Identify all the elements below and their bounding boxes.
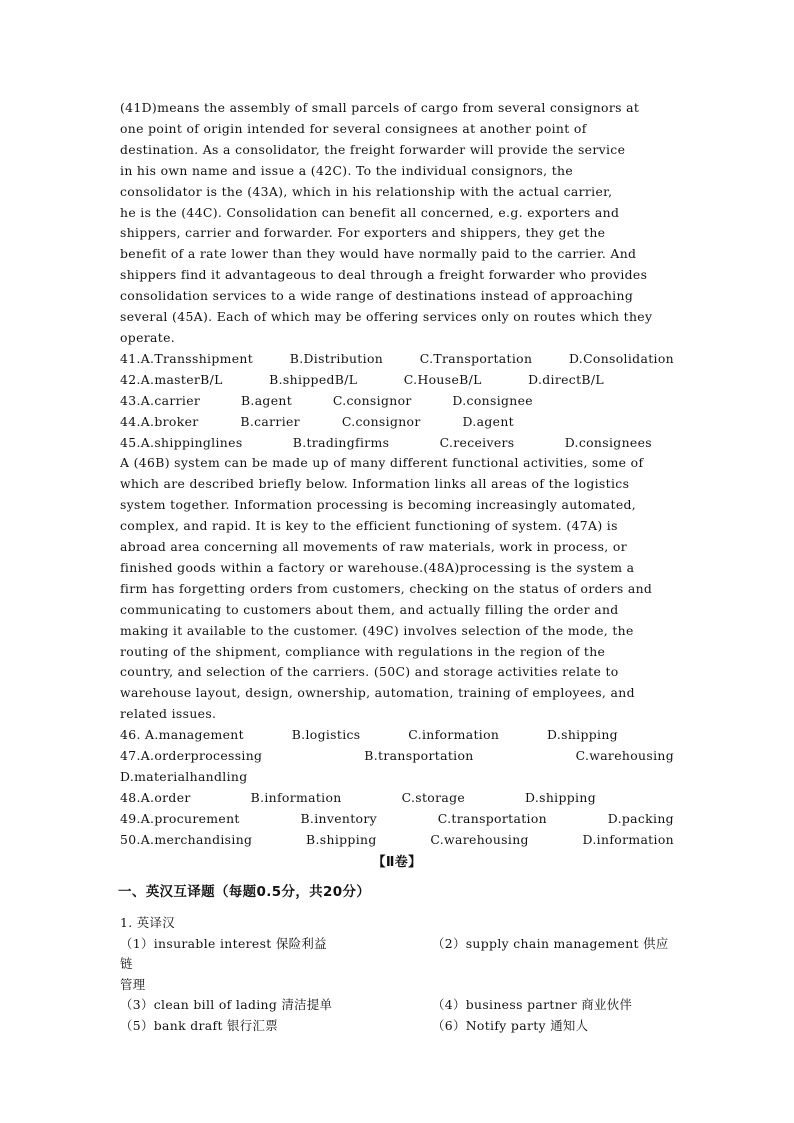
passage-line: benefit of a rate lower than they would have normally paid to the carrier. And	[120, 246, 637, 262]
passage-line: abroad area concerning all movements of raw materials, work in process, or	[120, 539, 627, 555]
passage-line: making it available to the customer. (49C) involves selection of the mode, the	[120, 622, 634, 638]
option: 41.A.Transshipment	[120, 350, 254, 366]
option: D.packing	[607, 810, 674, 826]
passage-line: routing of the shipment, compliance with regulations in the region of the	[120, 643, 606, 659]
passage-line: related issues.	[120, 706, 217, 722]
question-43	[120, 391, 674, 412]
option: 45.A.shippinglines	[120, 434, 243, 450]
option: 47.A.orderprocessing	[120, 748, 263, 764]
question-50	[120, 830, 674, 851]
vocab-row	[120, 995, 674, 1016]
vocab-list	[120, 934, 674, 1037]
option: 42.A.masterB/L	[120, 371, 223, 387]
passage-line: system together. Information processing is becoming increasingly automated,	[120, 497, 637, 513]
passage-line: complex, and rapid. It is key to the efficient functioning of system. (47A) is	[120, 518, 618, 534]
passage-logistics	[120, 453, 674, 725]
passage-line: destination. As a consolidator, the freight forwarder will provide the service	[120, 141, 626, 157]
option: B.carrier	[240, 413, 300, 429]
passage-line: shippers, carrier and forwarder. For exporters and shippers, they get the	[120, 225, 606, 241]
vocab-item: （3）clean bill of lading 清洁提单	[120, 997, 333, 1013]
option: 48.A.order	[120, 789, 191, 805]
passage-line: operate.	[120, 329, 176, 345]
passage-line: shippers find it advantageous to deal through a freight forwarder who provides	[120, 267, 648, 283]
option: 44.A.broker	[120, 413, 199, 429]
option: D.consignees	[564, 434, 652, 450]
option: 46. A.management	[120, 727, 244, 743]
option: D.consignee	[452, 392, 533, 408]
passage-line: (41D)means the assembly of small parcels of cargo from several consignors at	[120, 100, 640, 115]
option: D.agent	[462, 413, 514, 429]
option: C.HouseB/L	[403, 371, 482, 387]
question-42	[120, 370, 674, 391]
option: D.information	[582, 831, 674, 847]
passage-line: several (45A). Each of which may be offering services only on routes which they	[120, 309, 653, 325]
option: C.information	[408, 727, 500, 743]
option: B.Distribution	[289, 350, 384, 366]
vocab-item: （1）insurable interest 保险利益	[120, 935, 327, 951]
passage-line: firm has forgetting orders from customers, checking on the status of orders and	[120, 580, 653, 596]
passage-line: he is the (44C). Consolidation can benefit all concerned, e.g. exporters and	[120, 204, 620, 220]
option: C.storage	[401, 789, 466, 805]
option: C.Transportation	[419, 350, 533, 366]
passage-line: finished goods within a factory or warehouse.(48A)processing is the system a	[120, 559, 635, 575]
vocab-item: （2）supply chain management 供应链	[120, 935, 669, 972]
question-46	[120, 725, 674, 746]
question-47-option-d	[120, 767, 674, 788]
option: D.shipping	[525, 789, 596, 805]
passage-line: country, and selection of the carriers. (50C) and storage activities relate to	[120, 664, 619, 680]
passage-line: communicating to customers about them, and actually filling the order and	[120, 601, 619, 617]
vocab-item: （5）bank draft 银行汇票	[120, 1018, 279, 1033]
vocab-row	[120, 1016, 674, 1037]
part-title: 一、英汉互译题（每题0.5分，共20分）	[118, 883, 371, 900]
option: D.directB/L	[528, 371, 604, 387]
option: B.information	[250, 789, 342, 805]
option: D.shipping	[546, 727, 618, 743]
option: C.receivers	[439, 434, 515, 450]
option: B.inventory	[300, 810, 377, 826]
option: C.transportation	[437, 810, 547, 826]
option: C.warehousing	[430, 831, 529, 847]
option: B.logistics	[291, 727, 361, 743]
vocab-row	[120, 934, 674, 975]
option: 43.A.carrier	[120, 392, 201, 408]
passage-line: which are described briefly below. Information links all areas of the logistics	[120, 476, 630, 492]
passage-line: one point of origin intended for several consignees at another point of	[120, 120, 587, 136]
vocab-item-continued: 管理	[120, 976, 146, 992]
question-44	[120, 412, 674, 433]
option: D.Consolidation	[568, 350, 674, 366]
option: C.consignor	[341, 413, 421, 429]
option: B.shipping	[306, 831, 377, 847]
question-48	[120, 788, 674, 809]
document-page	[120, 98, 674, 1037]
vocab-row	[120, 975, 674, 996]
question-47	[120, 746, 674, 767]
passage-line: consolidator is the (43A), which in his relationship with the actual carrier,	[120, 183, 613, 199]
option: 50.A.merchandising	[120, 831, 253, 847]
section-title: 【Ⅱ卷】	[372, 854, 422, 870]
sub-title: 1. 英译汉	[120, 914, 176, 930]
passage-consolidation	[120, 98, 674, 349]
option: B.shippedB/L	[269, 371, 358, 387]
option: C.warehousing	[575, 748, 674, 764]
option: 49.A.procurement	[120, 810, 240, 826]
passage-line: consolidation services to a wide range of destinations instead of approaching	[120, 288, 634, 304]
vocab-item: （6）Notify party 通知人	[432, 1018, 589, 1033]
option: C.consignor	[332, 392, 412, 408]
question-49	[120, 809, 674, 830]
option: B.agent	[240, 392, 293, 408]
option: D.materialhandling	[120, 769, 248, 784]
vocab-item: （4）business partner 商业伙伴	[432, 997, 633, 1013]
option: B.transportation	[364, 748, 474, 764]
passage-line: A (46B) system can be made up of many different functional activities, some of	[120, 455, 644, 471]
passage-line: in his own name and issue a (42C). To the individual consignors, the	[120, 162, 574, 178]
question-45	[120, 433, 674, 454]
passage-line: warehouse layout, design, ownership, automation, training of employees, and	[120, 685, 635, 701]
question-41	[120, 349, 674, 370]
option: B.tradingfirms	[292, 434, 390, 450]
